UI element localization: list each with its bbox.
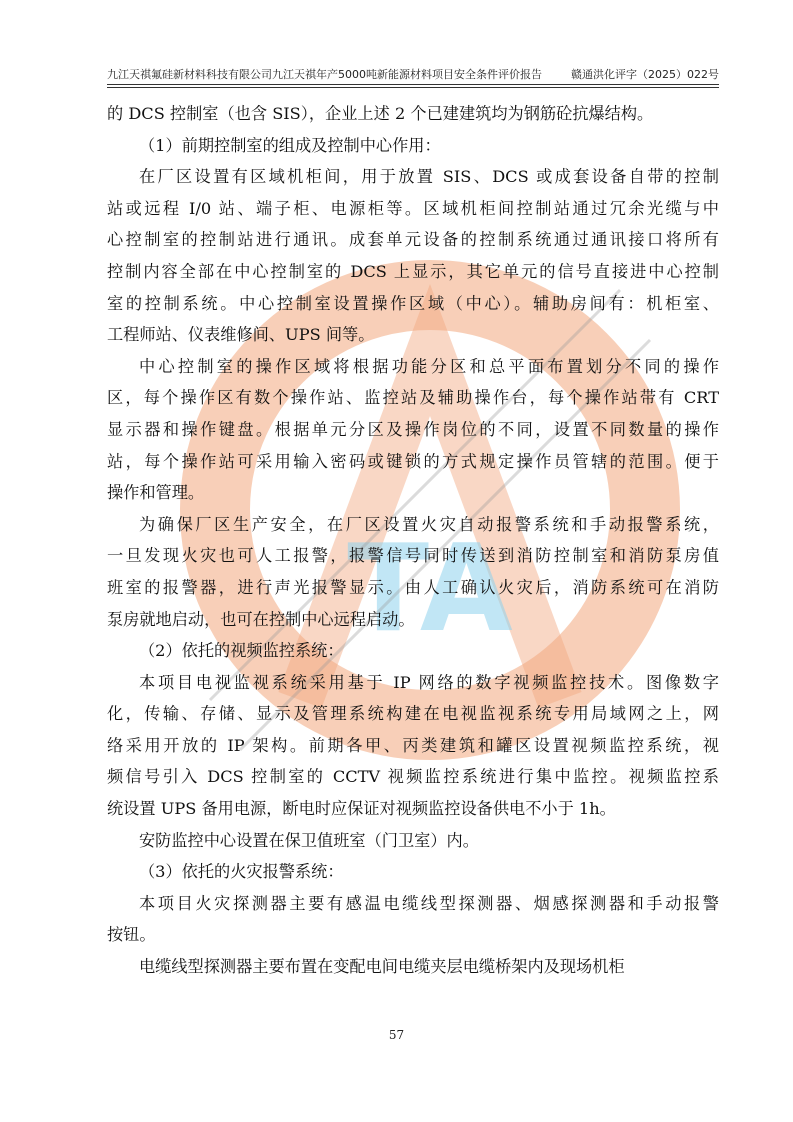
page-number: 57 — [388, 1028, 405, 1042]
paragraph-line: （1）前期控制室的组成及控制中心作用： — [139, 135, 441, 155]
paragraph-line: 泵房就地启动，也可在控制中心远程启动。 — [107, 609, 415, 629]
paragraph-line: 控制内容全部在中心控制室的 DCS 上显示，其它单元的信号直接进中心控制 — [107, 261, 719, 281]
paragraph-line: 在厂区设置有区域机柜间，用于放置 SIS、DCS 或成套设备自带的控制 — [139, 167, 719, 187]
paragraph-line: 化，传输、存储、显示及管理系统构建在电视监视系统专用局域网之上，网 — [107, 704, 719, 724]
paragraph-line: 室的控制系统。中心控制室设置操作区域（中心）。辅助房间有：机柜室、 — [107, 293, 719, 313]
paragraph-line: 站或远程 I/0 站、端子柜、电源柜等。区域机柜间控制站通过冗余光缆与中 — [107, 198, 719, 218]
paragraph-line: 区，每个操作区有数个操作站、监控站及辅助操作台，每个操作站带有 CRT — [107, 388, 719, 408]
document-body — [107, 98, 719, 983]
header-report-number: 赣通洪化评字（2025）022号 — [571, 68, 719, 81]
paragraph-line: 按钮。 — [107, 925, 156, 945]
running-header — [107, 64, 719, 82]
paragraph-line: （3）依托的火灾报警系统： — [139, 862, 344, 882]
paragraph-line: 本项目电视监视系统采用基于 IP 网络的数字视频监控技术。图像数字 — [139, 672, 719, 692]
paragraph-line: 为确保厂区生产安全，在厂区设置火灾自动报警系统和手动报警系统， — [139, 514, 719, 534]
paragraph-line: （2）依托的视频监控系统： — [139, 641, 344, 661]
header-report-title: 九江天祺氟硅新材料科技有限公司九江天祺年产5000吨新能源材料项目安全条件评价报告 — [107, 68, 542, 81]
paragraph-line: 操作和管理。 — [107, 483, 205, 503]
paragraph-line: 统设置 UPS 备用电源，断电时应保证对视频监控设备供电不小于 1h。 — [107, 799, 616, 819]
paragraph-line: 工程师站、仪表维修间、UPS 间等。 — [107, 325, 375, 345]
paragraph-line: 站，每个操作站可采用输入密码或键锁的方式规定操作员管辖的范围。便于 — [107, 451, 719, 471]
paragraph-line: 一旦发现火灾也可人工报警，报警信号同时传送到消防控制室和消防泵房值 — [107, 546, 719, 566]
paragraph-line: 的 DCS 控制室（也含 SIS），企业上述 2 个已建建筑均为钢筋砼抗爆结构。 — [107, 104, 654, 123]
paragraph-line: 安防监控中心设置在保卫值班室（门卫室）内。 — [139, 830, 479, 850]
header-rule — [107, 84, 719, 85]
paragraph-line: 络采用开放的 IP 架构。前期各甲、丙类建筑和罐区设置视频监控系统，视 — [107, 735, 719, 755]
header-rule-secondary — [107, 87, 719, 88]
paragraph-line: 心控制室的控制站进行通讯。成套单元设备的控制系统通过通讯接口将所有 — [107, 230, 719, 250]
paragraph-line: 电缆线型探测器主要布置在变配电间电缆夹层电缆桥架内及现场机柜 — [139, 957, 625, 977]
paragraph-line: 班室的报警器，进行声光报警显示。由人工确认火灾后，消防系统可在消防 — [107, 577, 719, 597]
paragraph-line: 频信号引入 DCS 控制室的 CCTV 视频监控系统进行集中监控。视频监控系 — [107, 767, 719, 787]
svg-text:TA: TA — [347, 520, 513, 659]
paragraph-line: 显示器和操作键盘。根据单元分区及操作岗位的不同，设置不同数量的操作 — [107, 419, 719, 439]
paragraph-line: 本项目火灾探测器主要有感温电缆线型探测器、烟感探测器和手动报警 — [139, 893, 719, 913]
paragraph-line: 中心控制室的操作区域将根据功能分区和总平面布置划分不同的操作 — [139, 356, 719, 376]
